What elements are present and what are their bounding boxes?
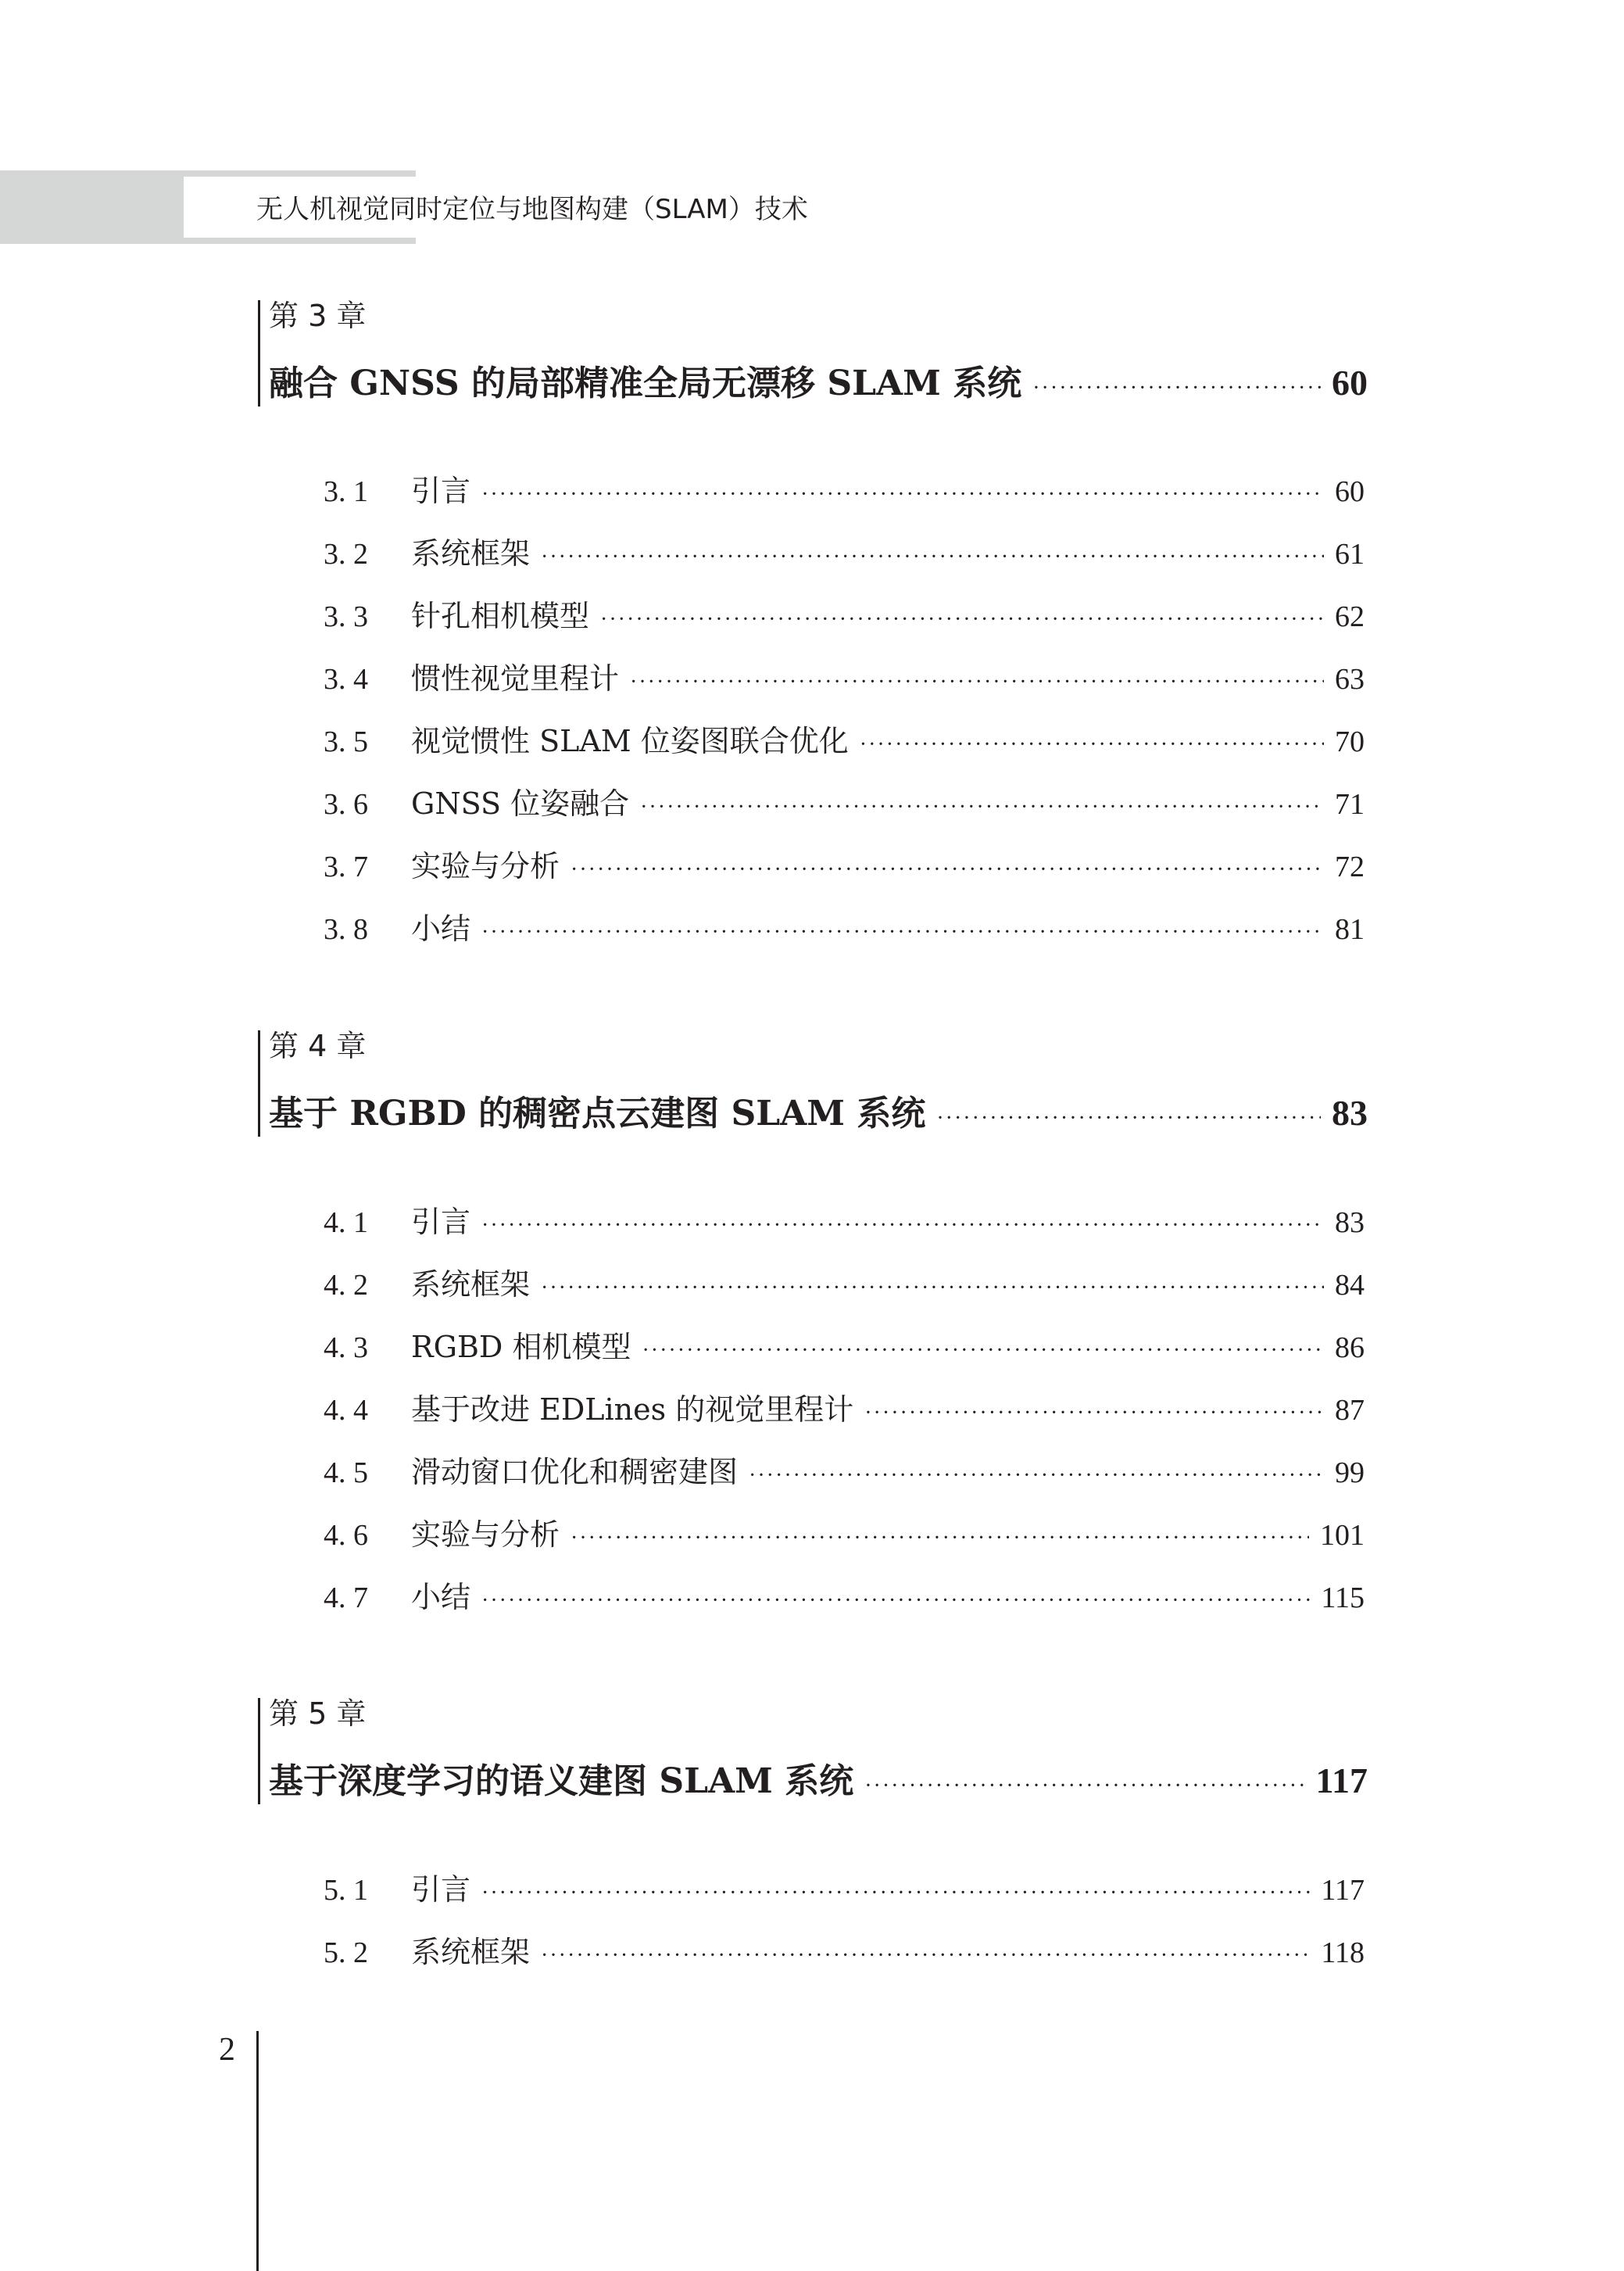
- footer-rule: [256, 2031, 259, 2271]
- section-page: 72: [1335, 851, 1365, 883]
- leader-dots: [640, 795, 1324, 820]
- section-title: 小结: [411, 1580, 471, 1614]
- section-page: 99: [1335, 1456, 1365, 1489]
- leader-dots: [541, 1276, 1324, 1301]
- leader-dots: [571, 1526, 1309, 1551]
- toc-entry[interactable]: [324, 717, 1365, 758]
- leader-dots: [642, 1338, 1324, 1363]
- chapter-title-row[interactable]: [269, 355, 1368, 402]
- section-title: 实验与分析: [411, 1517, 560, 1552]
- section-number: 5. 1: [324, 1874, 368, 1907]
- section-page: 86: [1335, 1331, 1365, 1364]
- leader-dots: [481, 482, 1324, 507]
- chapter-5: [258, 1698, 1368, 1807]
- section-page: 87: [1335, 1394, 1365, 1427]
- section-number: 4. 3: [324, 1331, 368, 1364]
- leader-dots: [936, 1106, 1321, 1131]
- leader-dots: [481, 1881, 1310, 1906]
- chapter-bar: [258, 1030, 260, 1137]
- section-title: 系统框架: [411, 1935, 531, 1969]
- toc-entry[interactable]: [324, 1928, 1365, 1968]
- section-title: RGBD 相机模型: [411, 1330, 631, 1364]
- section-page: 83: [1335, 1206, 1365, 1239]
- section-page: 117: [1321, 1874, 1365, 1907]
- section-number: 3. 3: [324, 600, 368, 633]
- section-number: 4. 5: [324, 1456, 368, 1489]
- leader-dots: [481, 1589, 1310, 1614]
- section-page: 115: [1321, 1581, 1365, 1614]
- section-page: 81: [1335, 913, 1365, 946]
- leader-dots: [481, 920, 1324, 945]
- section-title: 系统框架: [411, 536, 531, 571]
- section-number: 3. 4: [324, 663, 368, 696]
- chapter-title: 基于深度学习的语义建图 SLAM 系统: [269, 1761, 854, 1801]
- toc-entry[interactable]: [324, 842, 1365, 883]
- section-title: 引言: [411, 474, 471, 508]
- chapter-title: 基于 RGBD 的稠密点云建图 SLAM 系统: [269, 1094, 926, 1134]
- toc-entry[interactable]: [324, 654, 1365, 695]
- chapter-page: 117: [1315, 1761, 1368, 1800]
- section-page: 84: [1335, 1269, 1365, 1302]
- section-title: 针孔相机模型: [411, 599, 590, 633]
- section-number: 3. 7: [324, 851, 368, 883]
- section-number: 4. 1: [324, 1206, 368, 1239]
- section-title: 实验与分析: [411, 849, 560, 883]
- section-page: 63: [1335, 663, 1365, 696]
- section-page: 70: [1335, 725, 1365, 758]
- chapter-title-row[interactable]: [269, 1085, 1368, 1132]
- toc-entry[interactable]: [324, 1260, 1365, 1301]
- chapter-bar: [258, 300, 260, 407]
- section-title: 滑动窗口优化和稠密建图: [411, 1455, 739, 1489]
- section-page: 118: [1321, 1936, 1365, 1969]
- toc-entry[interactable]: [324, 1323, 1365, 1363]
- leader-dots: [571, 858, 1324, 883]
- section-title: 引言: [411, 1205, 471, 1239]
- running-header-title: 无人机视觉同时定位与地图构建（SLAM）技术: [256, 194, 808, 225]
- section-number: 4. 4: [324, 1394, 368, 1427]
- section-number: 4. 2: [324, 1269, 368, 1302]
- section-number: 5. 2: [324, 1936, 368, 1969]
- toc-entry[interactable]: [324, 1573, 1365, 1614]
- leader-dots: [541, 545, 1324, 570]
- section-number: 4. 6: [324, 1519, 368, 1552]
- leader-dots: [481, 1213, 1324, 1238]
- leader-dots: [541, 1943, 1310, 1968]
- toc-entry[interactable]: [324, 1448, 1365, 1488]
- leader-dots: [749, 1463, 1324, 1488]
- chapter-title-row[interactable]: [269, 1753, 1368, 1800]
- chapter-label: 第 5 章: [269, 1696, 367, 1731]
- section-number: 3. 6: [324, 788, 368, 821]
- leader-dots: [864, 1401, 1324, 1426]
- chapter-title: 融合 GNSS 的局部精准全局无漂移 SLAM 系统: [269, 364, 1022, 403]
- toc-entry[interactable]: [324, 1865, 1365, 1906]
- section-title: 惯性视觉里程计: [411, 661, 620, 696]
- section-page: 71: [1335, 788, 1365, 821]
- toc-entry[interactable]: [324, 779, 1365, 820]
- leader-dots: [1032, 376, 1321, 401]
- toc-entry[interactable]: [324, 1385, 1365, 1426]
- section-page: 101: [1320, 1519, 1365, 1552]
- section-title: 视觉惯性 SLAM 位姿图联合优化: [411, 724, 849, 758]
- toc-entry[interactable]: [324, 1510, 1365, 1551]
- toc-entry[interactable]: [324, 529, 1365, 570]
- chapter-page: 83: [1332, 1093, 1368, 1133]
- page-number: 2: [219, 2032, 235, 2068]
- section-number: 3. 2: [324, 538, 368, 571]
- toc-entry[interactable]: [324, 592, 1365, 632]
- section-title: 小结: [411, 912, 471, 946]
- section-page: 62: [1335, 600, 1365, 633]
- section-title: GNSS 位姿融合: [411, 786, 630, 821]
- chapter-bar: [258, 1698, 260, 1804]
- leader-dots: [860, 733, 1324, 758]
- chapter-label: 第 4 章: [269, 1029, 367, 1063]
- section-number: 4. 7: [324, 1581, 368, 1614]
- leader-dots: [630, 670, 1324, 695]
- section-number: 3. 5: [324, 725, 368, 758]
- section-title: 引言: [411, 1872, 471, 1907]
- toc-entry[interactable]: [324, 1198, 1365, 1238]
- chapter-label: 第 3 章: [269, 299, 367, 333]
- section-number: 3. 1: [324, 475, 368, 508]
- section-title: 基于改进 EDLines 的视觉里程计: [411, 1392, 854, 1427]
- section-number: 3. 8: [324, 913, 368, 946]
- leader-dots: [864, 1774, 1304, 1799]
- chapter-page: 60: [1332, 363, 1368, 403]
- section-page: 61: [1335, 538, 1365, 571]
- section-page: 60: [1335, 475, 1365, 508]
- toc-entry[interactable]: [324, 904, 1365, 945]
- leader-dots: [600, 607, 1324, 632]
- chapter-4: [258, 1030, 1368, 1140]
- chapter-3: [258, 300, 1368, 410]
- section-title: 系统框架: [411, 1267, 531, 1302]
- toc-entry[interactable]: [324, 467, 1365, 507]
